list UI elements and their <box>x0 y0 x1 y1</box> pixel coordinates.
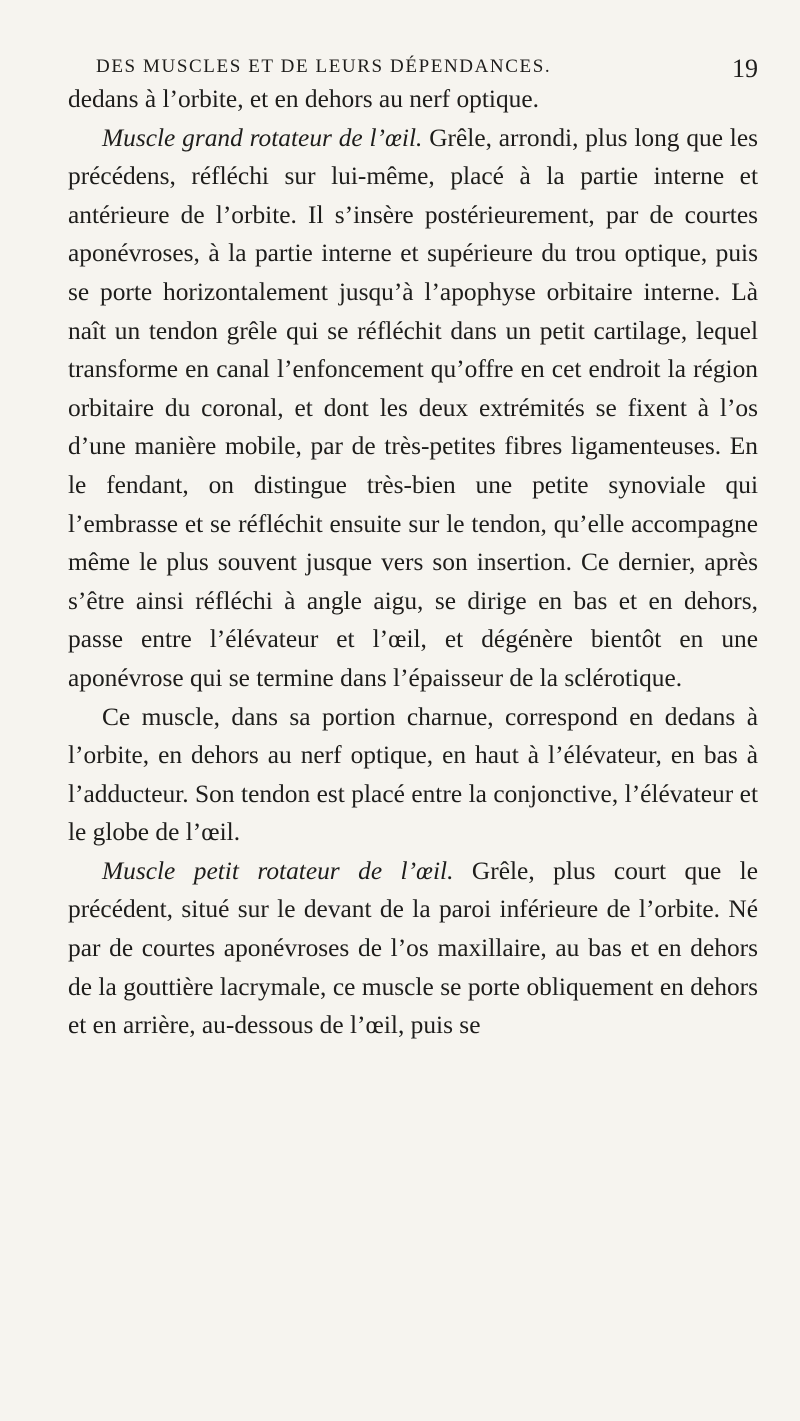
paragraph-text: Grêle, plus court que le précédent, situé sur le devant de la paroi inférieure de l’orbite. Né par de courtes aponévroses de l’os maxillaire, au bas et en dehors de la gouttière lacrymale, ce muscle se porte obliquement en dehors et en arrière, au-dessous de l’œil, puis se <box>68 856 759 1040</box>
paragraph-text: Grêle, arrondi, plus long que les précédens, réfléchi sur lui-même, placé à la partie interne et antérieure de l’orbite. Il s’insère postérieurement, par de courtes aponévroses, à la partie interne et supérieure du trou optique, puis se porte horizontalement jusqu’à l’apophyse orbitaire interne. Là naît un tendon grêle qui se réfléchit dans un petit cartilage, lequel transforme en canal l’enfoncement qu’offre en cet endroit la région orbitaire du coronal, et dont les deux extrémités se fixent à l’os d’une manière mobile, par de très-petites fibres ligamenteuses. En le fendant, on distingue très-bien une petite synoviale qui l’embrasse et se réfléchit ensuite sur le tendon, qu’elle accompagne même le plus souvent jusque vers son insertion. Ce dernier, après s’être ainsi réfléchi à angle aigu, se dirige en bas et en dehors, passe entre l’élévateur et l’œil, et dégénère bientôt en une aponévrose qui se termine dans l’épaisseur de la sclérotique. <box>68 123 758 692</box>
paragraph-petit-rotateur <box>68 852 758 1045</box>
paragraph-continued <box>68 80 758 119</box>
running-title: DES MUSCLES ET DE LEURS DÉPENDANCES. <box>96 56 552 77</box>
body-text <box>68 80 758 1045</box>
paragraph-text: Ce muscle, dans sa portion charnue, correspond en dedans à l’orbite, en dehors au nerf optique, en haut à l’élévateur, en bas à l’adducteur. Son tendon est placé entre la conjonctive, l’élévateur et le globe de l’œil. <box>68 702 758 847</box>
paragraph-relations <box>68 698 758 852</box>
paragraph-text: dedans à l’orbite, et en dehors au nerf optique. <box>68 85 539 113</box>
paragraph-grand-rotateur <box>68 119 758 698</box>
page-number: 19 <box>732 54 758 83</box>
section-heading: Muscle petit rotateur de l’œil. <box>102 856 454 885</box>
section-heading: Muscle grand rotateur de l’œil. <box>102 123 423 152</box>
